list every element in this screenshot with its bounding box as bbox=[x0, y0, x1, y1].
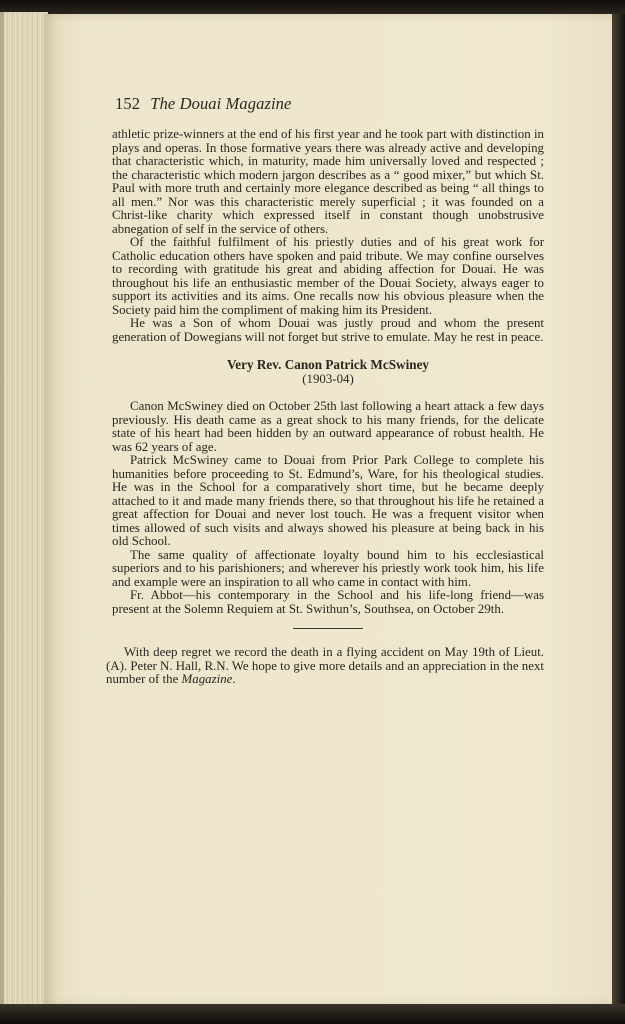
running-title: The Douai Magazine bbox=[150, 94, 292, 113]
notice-text: With deep regret we record the death in a flying accident on May 19th of Lieut. (A). Peter N. Hall, R.N. We hope to give more details and an appreciation in the next number of the bbox=[106, 645, 544, 686]
notice-end: . bbox=[232, 672, 236, 686]
obituary-paragraph: Patrick McSwiney came to Douai from Prior Park College to complete his humanities before proceeding to St. Edmund’s, Ware, for his theological studies. He was in the School for a comparatively short time, but he became deeply attached to it and made many friends there, so that throughout his life he retained a great affection for Douai and never lost touch. He was a frequent visitor when times allowed of such visits and always showed his pleasure at being back in his old School. bbox=[112, 453, 544, 548]
obituary-paragraph: The same quality of affectionate loyalty bound him to his ecclesiastical superiors and to his parishioners; and wherever his priestly work took him, his life and example were an inspiration to all who came in contact with him. bbox=[112, 547, 544, 589]
obituary-paragraph: Canon McSwiney died on October 25th last following a heart attack a few days previously. His death came as a great shock to his many friends, for the delicate state of his heart had been hidden by an outward appearance of robust health. He was 62 years of age. bbox=[112, 399, 544, 454]
obituary-heading: Very Rev. Canon Patrick McSwiney bbox=[226, 357, 430, 372]
scan-top-border bbox=[0, 0, 625, 14]
magazine-title: Magazine bbox=[181, 672, 233, 686]
obituary-paragraph: Fr. Abbot—his contemporary in the School and his life-long friend—was present at the Solemn Requiem at St. Swithun’s, Southsea, on October 29th. bbox=[112, 588, 544, 616]
scan-bottom-border bbox=[0, 1004, 625, 1024]
section-divider bbox=[293, 628, 363, 629]
paragraph: He was a Son of whom Douai was justly proud and whom the present generation of Dowegians will not forget but strive to emulate. May he rest in peace. bbox=[112, 316, 544, 344]
paragraph: Of the faithful fulfilment of his priestly duties and of his great work for Catholic education others have spoken and paid tribute. We may confine ourselves to recording with gratitude his great and abiding affection for Douai. He was throughout his life an enthusiastic member of the Douai Society, always eager to support its activities and its aims. One recalls now his obvious pleasure when the Society paid him the compliment of making him its President. bbox=[112, 235, 544, 317]
running-header bbox=[115, 94, 544, 114]
page-number: 152 bbox=[115, 94, 141, 113]
page-content bbox=[106, 94, 544, 687]
paragraph-continued: athletic prize-winners at the end of his first year and he took part with distinction in plays and operas. In those formative years there was already active and developing that characteristic which, in maturity, made him universally loved and respected ; the characteristic which modern jargon describes as a “ good mixer,” but which St. Paul with more truth and certainly more elegance described as being “ all things to all men.” Nor was this characteristic merely superficial ; it was founded on a Christ-like charity which expressed itself in constant though unobstrusive abnegation of self in the service of others. bbox=[112, 127, 544, 236]
obituary-years: (1903-04) bbox=[302, 372, 354, 386]
notice-paragraph bbox=[106, 646, 544, 687]
book-page-edges bbox=[0, 12, 48, 1008]
scan-right-border bbox=[612, 14, 625, 1006]
